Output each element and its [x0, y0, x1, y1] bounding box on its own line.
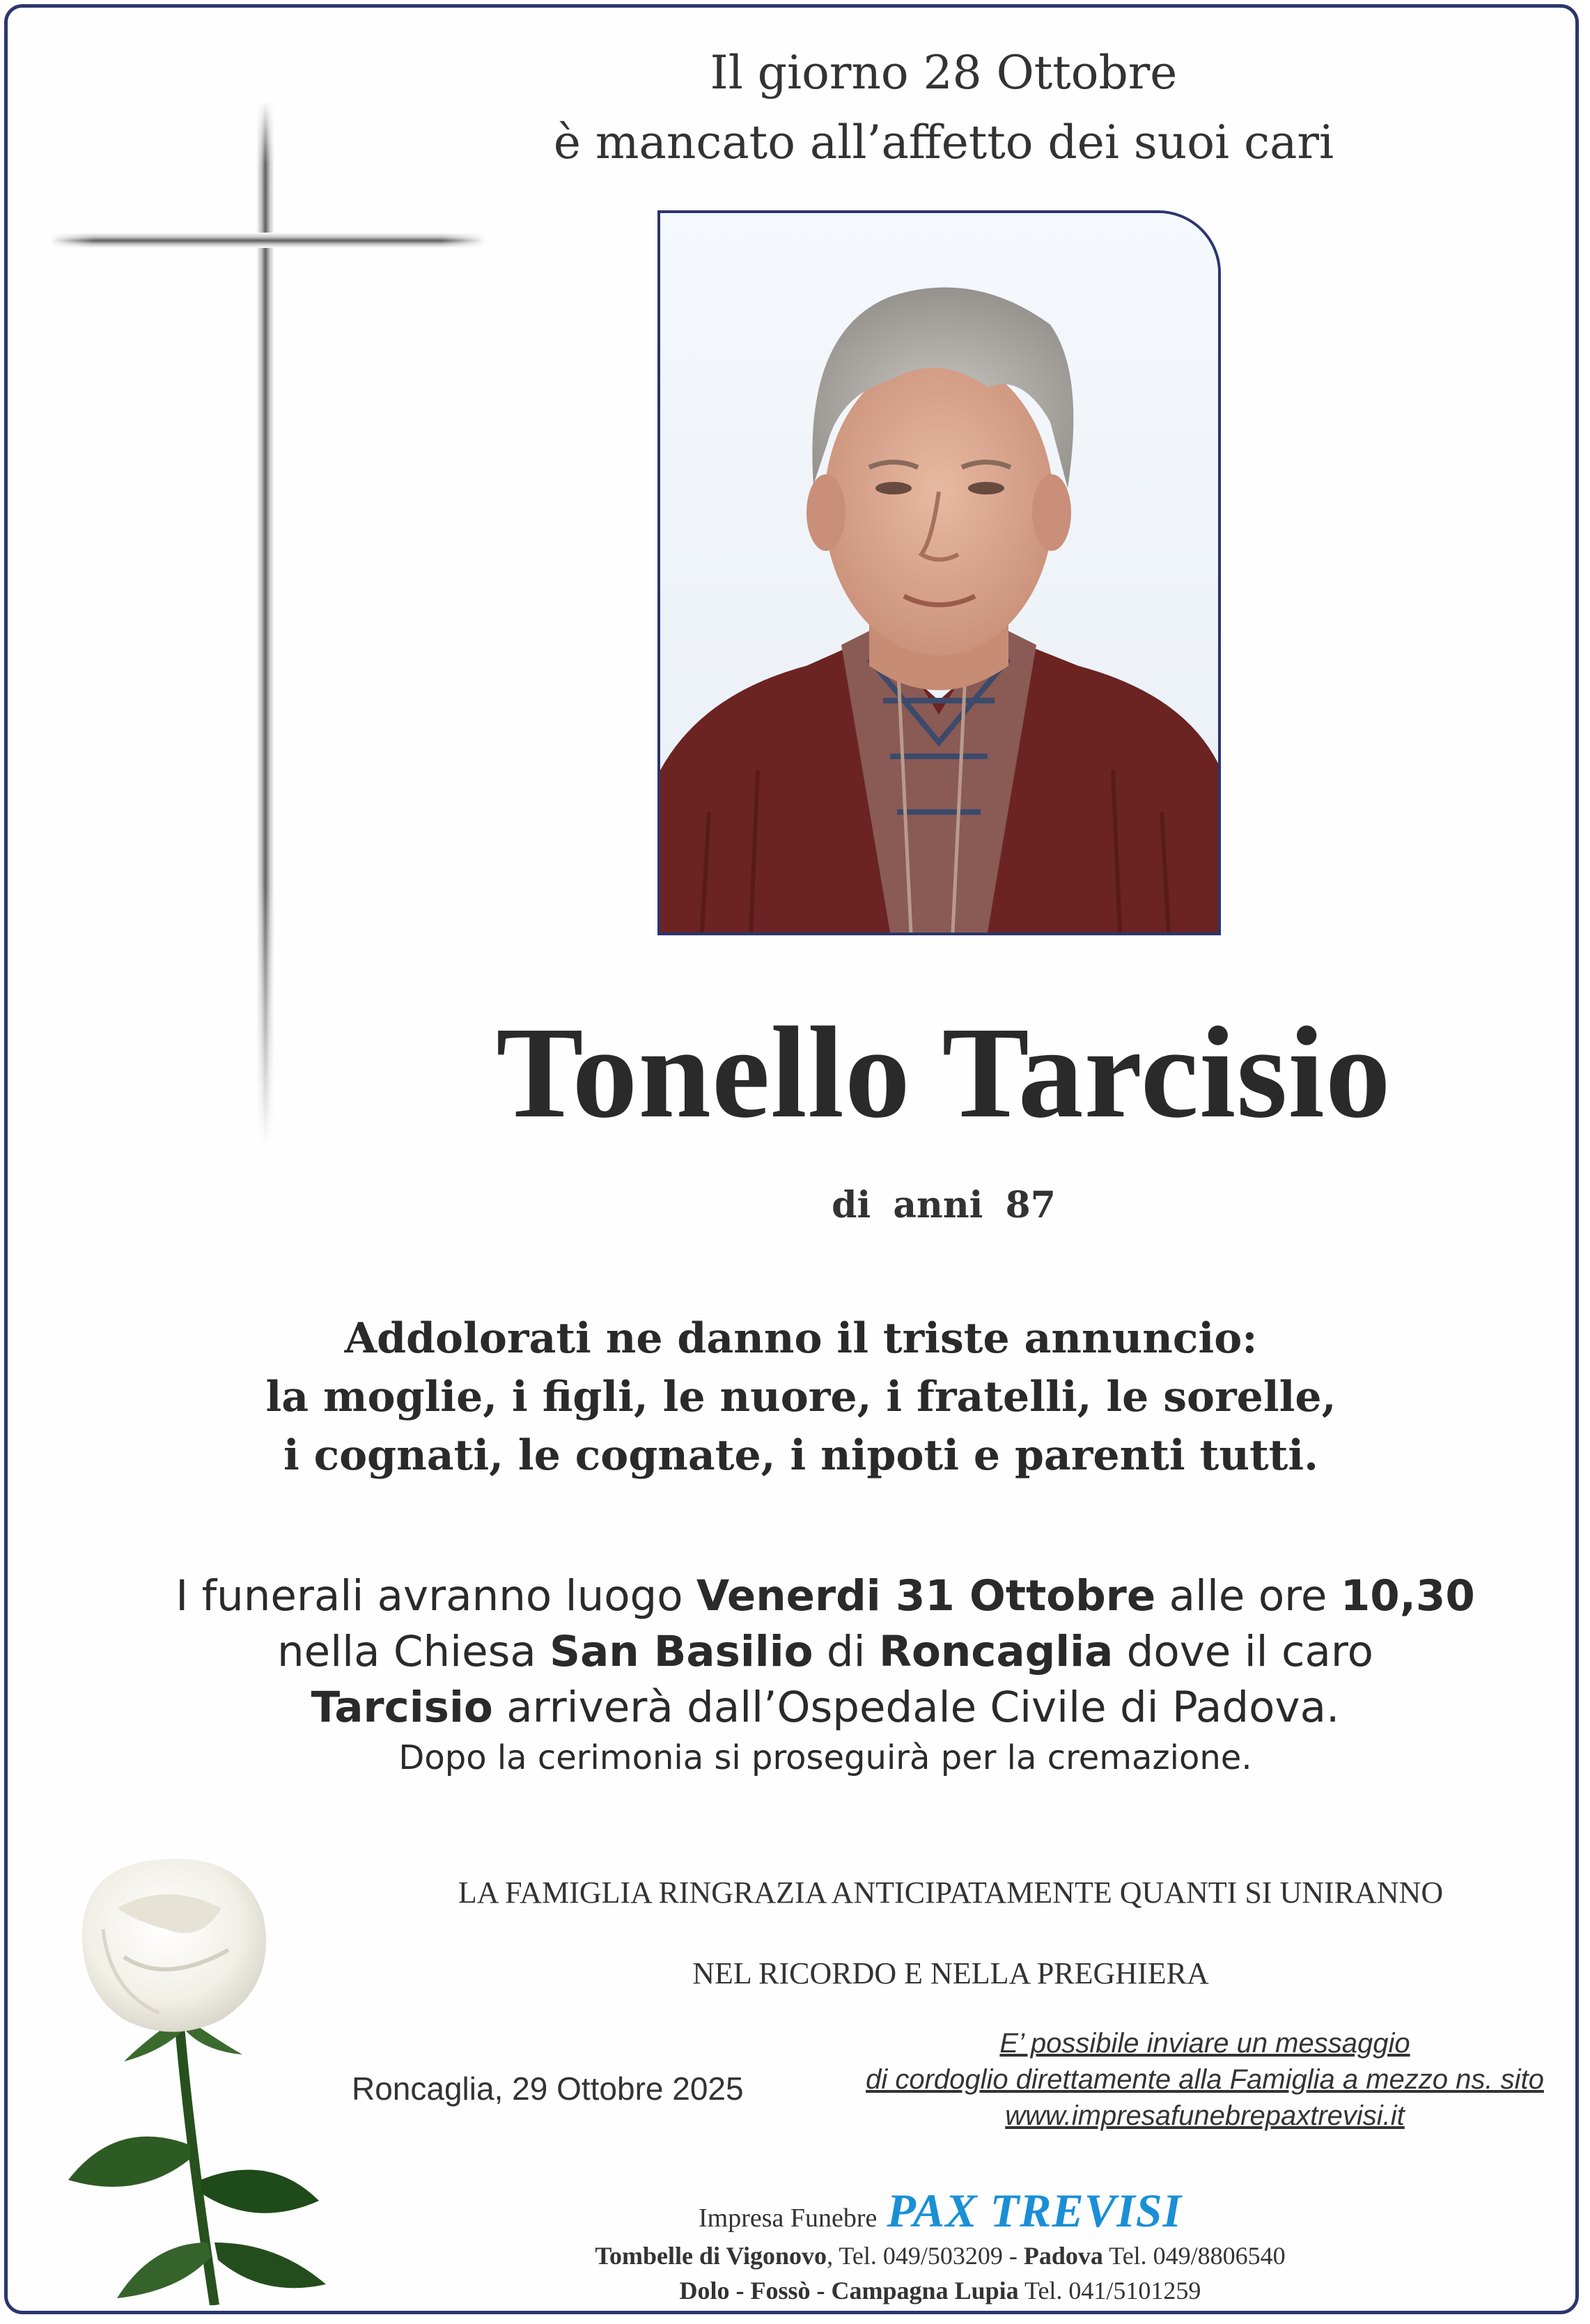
funeral-home-label: Impresa Funebre: [699, 2204, 878, 2233]
funeral-text: dove il caro: [1113, 1627, 1373, 1676]
town-name: Roncaglia: [878, 1627, 1114, 1676]
intro-line-1: Il giorno 28 Ottobre: [710, 46, 1178, 100]
announcement-line-3: i cognati, le cognate, i nipoti e parenti tutti.: [283, 1431, 1319, 1480]
deceased-name: Tonello Tarcisio: [496, 999, 1392, 1145]
funeral-date: Venerdi 31 Ottobre: [696, 1571, 1156, 1621]
funeral-line-2: [104, 1624, 1546, 1680]
funeral-line-1: [104, 1568, 1546, 1624]
funeral-details: [104, 1568, 1546, 1780]
message-line-2: di cordoglio direttamente alla Famiglia a mezzo ns. sito: [866, 2064, 1544, 2095]
funeral-home: [348, 2183, 1532, 2308]
footer-contacts-2: [348, 2273, 1532, 2308]
funeral-text: arriverà dall’Ospedale Civile di Padova.: [492, 1683, 1340, 1732]
location-name: Tombelle di Vigonovo: [595, 2242, 827, 2270]
location-name: Dolo - Fossò - Campagna Lupia: [679, 2277, 1019, 2304]
phone-text: , Tel. 049/503209 -: [827, 2242, 1024, 2270]
cross-bar: [50, 233, 485, 248]
funeral-time: 10,30: [1340, 1571, 1475, 1621]
first-name: Tarcisio: [311, 1683, 493, 1732]
place-date: Roncaglia, 29 Ottobre 2025: [352, 2070, 744, 2107]
phone-text: Tel. 041/5101259: [1018, 2277, 1201, 2304]
location-name: Padova: [1023, 2242, 1103, 2270]
portrait-photo: [657, 210, 1221, 935]
funeral-text: di: [813, 1627, 879, 1676]
church-name: San Basilio: [550, 1627, 813, 1676]
funeral-line-4: Dopo la cerimonia si proseguirà per la cremazione.: [398, 1738, 1252, 1777]
announcement-line-1: Addolorati ne danno il triste annuncio:: [344, 1314, 1258, 1363]
funeral-home-brand: PAX TREVISI: [887, 2184, 1182, 2237]
intro-line-2: è mancato all’affetto dei suoi cari: [553, 116, 1334, 169]
message-line-1: E’ possibile inviare un messaggio: [999, 2028, 1410, 2059]
thanks-line-1: LA FAMIGLIA RINGRAZIA ANTICIPATAMENTE QUANTI SI UNIRANNO: [458, 1875, 1444, 1910]
funeral-text: nella Chiesa: [277, 1627, 550, 1676]
thanks-line-2: NEL RICORDO E NELLA PREGHIERA: [692, 1956, 1209, 1990]
condolence-message: [836, 2025, 1574, 2134]
funeral-line-3: [104, 1680, 1546, 1736]
footer-contacts-1: [348, 2238, 1532, 2273]
announcement: [139, 1309, 1463, 1485]
website-link[interactable]: www.impresafunebrepaxtrevisi.it: [1005, 2100, 1405, 2131]
funeral-text: alle ore: [1155, 1571, 1341, 1621]
announcement-line-2: la moglie, i figli, le nuore, i fratelli, le sorelle,: [265, 1373, 1336, 1421]
deceased-age: di anni 87: [832, 1184, 1056, 1226]
funeral-text: I funerali avranno luogo: [176, 1571, 696, 1621]
rose-icon: [40, 1853, 340, 2308]
intro-text: [446, 38, 1442, 178]
phone-text: Tel. 049/8806540: [1102, 2242, 1286, 2270]
cross-icon: [256, 101, 274, 1146]
